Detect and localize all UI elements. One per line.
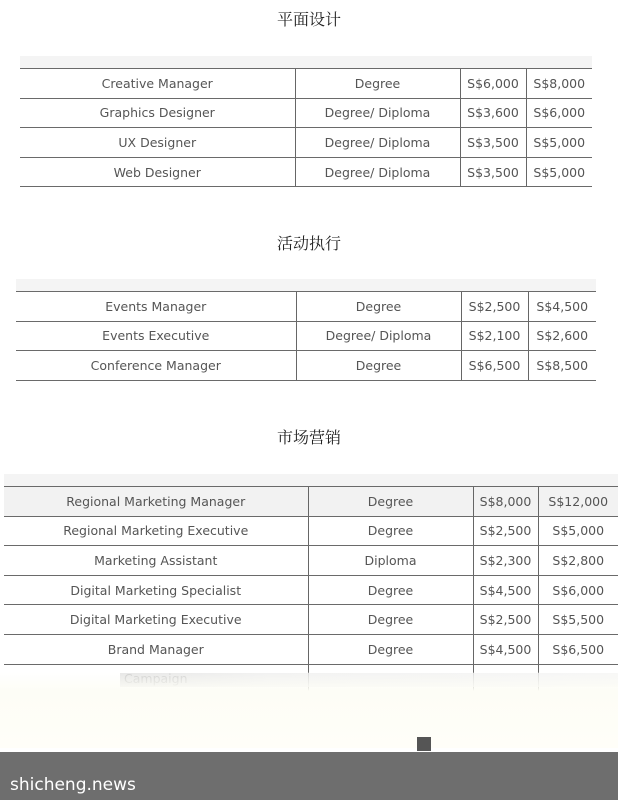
qualification-cell: Degree/ Diploma (295, 98, 460, 128)
salary-max-cell: S$8,500 (528, 351, 596, 381)
salary-max-cell: S$6,000 (526, 98, 592, 128)
artifact-mark (417, 737, 431, 751)
salary-max-cell: S$5,000 (526, 157, 592, 187)
role-cell: Brand Manager (4, 634, 308, 664)
qualification-cell: Degree (308, 575, 473, 605)
section-title-graphic-design: 平面设计 (276, 10, 341, 29)
salary-max-cell: S$5,000 (526, 128, 592, 158)
qualification-cell: Degree (296, 351, 461, 381)
table-row (20, 69, 592, 99)
table-row (4, 634, 618, 664)
table-row (20, 157, 592, 187)
section-title-marketing: 市场营销 (276, 428, 341, 447)
salary-max-cell: S$4,500 (528, 292, 596, 322)
table-header-band (4, 474, 618, 486)
table-row (20, 98, 592, 128)
qualification-cell: Degree/ Diploma (296, 321, 461, 351)
salary-max-cell: S$2,800 (538, 546, 618, 576)
salary-max-cell: S$5,500 (538, 605, 618, 635)
role-cell: Marketing Assistant (4, 546, 308, 576)
qualification-cell: Degree/ Diploma (295, 157, 460, 187)
qualification-cell: Degree (296, 292, 461, 322)
table-row (4, 516, 618, 546)
qualification-cell: Diploma (308, 546, 473, 576)
salary-min-cell: S$2,500 (473, 605, 538, 635)
salary-table-graphic-design (20, 68, 592, 187)
salary-max-cell: S$5,000 (538, 516, 618, 546)
salary-min-cell: S$2,500 (473, 516, 538, 546)
salary-max-cell: S$6,000 (538, 575, 618, 605)
role-cell: Events Manager (16, 292, 296, 322)
table-row (4, 605, 618, 635)
role-cell: Regional Marketing Manager (4, 487, 308, 517)
image-fade-out (0, 672, 618, 748)
salary-max-cell: S$2,600 (528, 321, 596, 351)
table-row (16, 351, 596, 381)
salary-max-cell: S$12,000 (538, 487, 618, 517)
salary-min-cell: S$3,500 (460, 128, 526, 158)
table-row (16, 321, 596, 351)
salary-min-cell: S$8,000 (473, 487, 538, 517)
salary-min-cell: S$2,300 (473, 546, 538, 576)
table-row (4, 575, 618, 605)
salary-min-cell: S$6,500 (461, 351, 528, 381)
salary-table-events (16, 291, 596, 381)
salary-table-marketing (4, 486, 618, 691)
role-cell: Web Designer (20, 157, 295, 187)
salary-min-cell: S$4,500 (473, 634, 538, 664)
table-header-band (20, 56, 592, 68)
watermark-text: shicheng.news (10, 775, 136, 795)
qualification-cell: Degree (308, 516, 473, 546)
role-cell: Creative Manager (20, 69, 295, 99)
watermark-bar (0, 752, 618, 800)
salary-min-cell: S$2,100 (461, 321, 528, 351)
table-row (16, 292, 596, 322)
table-row (20, 128, 592, 158)
role-cell: Digital Marketing Executive (4, 605, 308, 635)
qualification-cell: Degree (295, 69, 460, 99)
qualification-cell: Degree (308, 605, 473, 635)
table-row (4, 546, 618, 576)
table-row (4, 487, 618, 517)
qualification-cell: Degree/ Diploma (295, 128, 460, 158)
salary-max-cell: S$8,000 (526, 69, 592, 99)
salary-min-cell: S$6,000 (460, 69, 526, 99)
salary-min-cell: S$2,500 (461, 292, 528, 322)
role-cell: UX Designer (20, 128, 295, 158)
qualification-cell: Degree (308, 487, 473, 517)
role-cell: Conference Manager (16, 351, 296, 381)
role-cell: Regional Marketing Executive (4, 516, 308, 546)
role-cell: Digital Marketing Specialist (4, 575, 308, 605)
role-cell: Graphics Designer (20, 98, 295, 128)
salary-max-cell: S$6,500 (538, 634, 618, 664)
qualification-cell: Degree (308, 634, 473, 664)
salary-min-cell: S$4,500 (473, 575, 538, 605)
table-header-band (16, 279, 596, 291)
salary-min-cell: S$3,500 (460, 157, 526, 187)
role-cell: Events Executive (16, 321, 296, 351)
section-title-events: 活动执行 (276, 234, 341, 253)
salary-min-cell: S$3,600 (460, 98, 526, 128)
